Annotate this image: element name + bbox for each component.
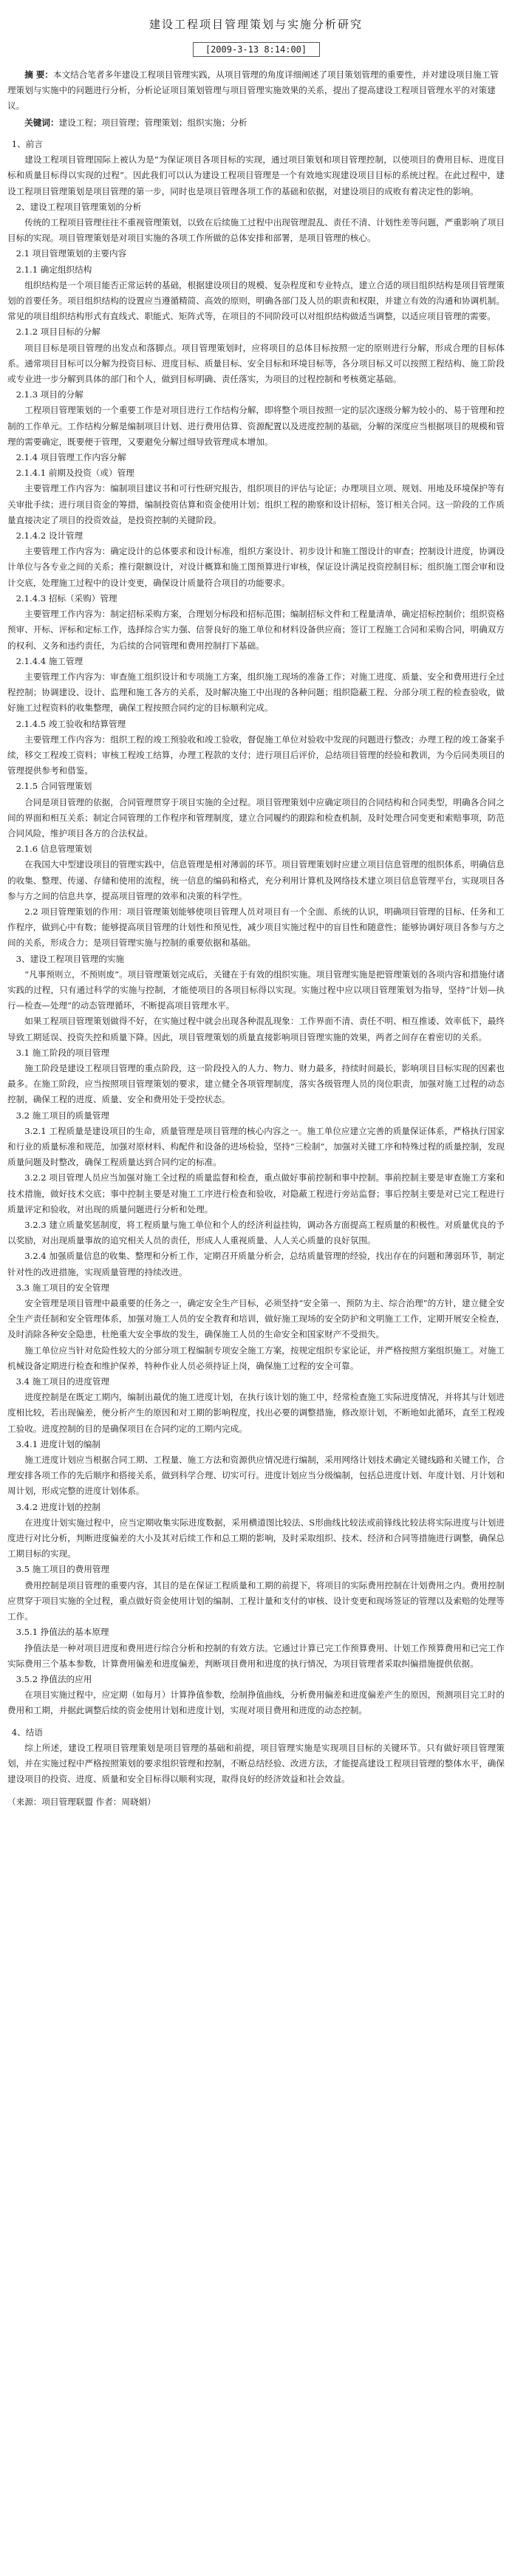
body-paragraph: 3.2.1 工程质量是建设项目的生命，质量管理是项目管理的核心内容之一。施工单位应建立完善的质量保证体系，严格执行国家和行业的质量标准和规范，加强对原材料、构配件和设备的进场检验，坚持“三检制”，加强对关键工序和特殊过程的质量控制，发现质量问题及时整改，确保工程质量达到合同约定的标准。 <box>7 1125 505 1168</box>
body-paragraph: “凡事预则立，不预则废”。项目管理策划完成后，关键在于有效的组织实施。项目管理实施是把管理策划的各项内容和措施付诸实践的过程，只有通过科学的实施与控制，才能使项目的各项目标得以实现。实施过程中应以项目管理策划为指导，坚持“计划—执行—检查—处理”的动态管理循环，不断提高项目管理水平。 <box>7 968 505 1011</box>
body-paragraph: 主要管理工作内容为：审查施工组织设计和专项施工方案，组织施工现场的准备工作；对施工进度、质量、安全和费用进行全过程控制；协调建设、设计、监理和施工各方的关系，及时解决施工中出现的各种问题；组织隐蔽工程、分部分项工程的检查验收，做好施工过程资料的收集整理，确保工程按照合同约定的目标顺利完成。 <box>7 671 505 714</box>
body-paragraph: 在我国大中型建设项目的管理实践中，信息管理是相对薄弱的环节。项目管理策划时应建立项目信息管理的组织体系，明确信息的收集、整理、传递、存储和使用的流程，统一信息的编码和格式，充分利用计算机及网络技术建立项目信息管理平台，实现项目各参与方之间的信息共享，提高项目管理的效率和决策的科学性。 <box>7 859 505 901</box>
section-heading: 2.1.4.5 竣工验收和结算管理 <box>16 718 126 729</box>
body-paragraph: 施工进度计划应当根据合同工期、工程量、施工方法和资源供应情况进行编制，采用网络计划技术确定关键线路和关键工作，合理安排各项工作的先后顺序和搭接关系，做到科学合理、切实可行。进度计划应当分级编制，包括总进度计划、年度计划、月计划和周计划，形成完整的进度计划体系。 <box>7 1455 505 1497</box>
body-paragraph: 主要管理工作内容为：组织工程的竣工预验收和竣工验收，督促施工单位对验收中发现的问题进行整改；办理工程的竣工备案手续，移交工程竣工资料；审核工程竣工结算，办理工程款的支付；进行项目后评价，总结项目管理的经验和教训，为今后同类项目的管理提供参考和借鉴。 <box>7 734 505 776</box>
keywords-label: 关键词： <box>24 117 59 128</box>
article-page <box>7 0 505 2556</box>
abstract <box>7 67 505 114</box>
body-paragraph: 在进度计划实施过程中，应当定期收集实际进度数据，采用横道图比较法、S形曲线比较法或前锋线比较法将实际进度与计划进度进行对比分析，判断进度偏差的大小及其对后续工作和总工期的影响，及时采取组织、技术、经济和合同等措施进行调整，确保总工期目标的实现。 <box>7 1517 505 1559</box>
article-body <box>7 137 505 1787</box>
body-paragraph: 施工单位应当针对危险性较大的分部分项工程编制专项安全施工方案，按规定组织专家论证，并严格按照方案组织施工。对施工机械设备定期进行检查和维护保养，特种作业人员必须持证上岗，确保施工过程的安全可靠。 <box>7 1345 505 1371</box>
body-paragraph: 主要管理工作内容为：确定设计的总体要求和设计标准，组织方案设计、初步设计和施工图设计的审查；控制设计进度，协调设计单位与各专业之间的关系；推行限额设计，对设计概算和施工图预算进行审核，保证设计满足投资控制目标；组织施工图会审和设计交底，处理施工过程中的设计变更，确保设计质量符合项目的功能要求。 <box>7 546 505 588</box>
section-heading: 2.1 项目管理策划的主要内容 <box>16 248 127 259</box>
body-paragraph: 项目目标是项目管理的出发点和落脚点。项目管理策划时，应将项目的总体目标按照一定的原则进行分解，形成合理的目标体系。通常项目目标可以分解为投资目标、进度目标、质量目标、安全目标和环境目标等，各分项目标又可以按照工程结构、施工阶段或专业进一步分解到具体的部门和个人，做到目标明确、责任落实，为项目的过程控制和考核奠定基础。 <box>7 342 505 385</box>
section-heading: 2.1.4.1 前期及投资（或）管理 <box>16 468 134 479</box>
section-heading: 3.3 施工项目的安全管理 <box>16 1282 110 1293</box>
body-paragraph: 合同是项目管理的依据，合同管理贯穿于项目实施的全过程。项目管理策划中应确定项目的合同结构和合同类型，明确各合同之间的界面和相互关系；制定合同管理的工作程序和管理制度，建立合同履约的跟踪和检查机制，及时处理合同变更和索赔事项，防范合同风险，维护项目各方的合法权益。 <box>7 796 505 838</box>
abstract-text: 本文结合笔者多年建设工程项目管理实践，从项目管理的角度详细阐述了项目策划管理的重要性，并对建设项目施工管理策划与实施中的问题进行分析，分析论证项目策划管理与项目管理实施效果的关系，提出了提高建设工程项目管理水平的对策建议。 <box>7 69 499 111</box>
section-heading: 3.2 施工项目的质量管理 <box>16 1110 110 1121</box>
body-paragraph: 2.2 项目管理策划的作用：项目管理策划能够使项目管理人员对项目有一个全面、系统的认识，明确项目管理的目标、任务和工作程序，做到心中有数；能够提高项目管理的计划性和预见性，减少项目实施过程中的盲目性和随意性；能够协调好项目各参与方之间的关系，形成合力；是项目管理实施与控制的重要依据和基础。 <box>7 906 505 949</box>
section-heading: 2.1.4.4 施工管理 <box>16 655 83 666</box>
section-heading: 3.4.2 进度计划的控制 <box>16 1501 100 1512</box>
section-heading: 3.4 施工项目的进度管理 <box>16 1376 110 1387</box>
abstract-label: 摘 要： <box>24 69 54 80</box>
body-paragraph: 主要管理工作内容为：制定招标采购方案，合理划分标段和招标范围；编制招标文件和工程量清单，确定招标控制价；组织资格预审、开标、评标和定标工作，选择综合实力强、信誉良好的施工单位和材料设备供应商；签订工程施工合同和采购合同，明确双方的权利、义务和违约责任，为后续的合同管理和费用控制打下基础。 <box>7 609 505 651</box>
body-paragraph: 如果工程项目管理策划做得不好，在实施过程中就会出现各种混乱现象：工作界面不清、责任不明、相互推诿、效率低下，最终导致工期延误、投资失控和质量下降。因此，项目管理策划的质量直接影响项目管理实施的效果，两者之间存在着密切的关系。 <box>7 1016 505 1042</box>
section-heading: 3.4.1 进度计划的编制 <box>16 1438 100 1449</box>
body-paragraph: 组织结构是一个项目能否正常运转的基础，根据建设项目的规模、复杂程度和专业特点，建立合适的项目组织结构是项目管理策划的首要任务。项目组织结构的设置应当遵循精简、高效的原则，明确各部门及人员的职责和权限，并建立有效的沟通和协调机制。常见的项目组织结构形式有直线式、职能式、矩阵式等，在项目的不同阶段可以对组织结构做适当调整，以适应项目管理的需要。 <box>7 279 505 322</box>
section-heading: 2.1.1 确定组织结构 <box>16 264 92 275</box>
section-heading: 1、前言 <box>11 139 43 149</box>
section-heading: 2.1.3 项目的分解 <box>16 389 83 400</box>
body-paragraph: 综上所述，建设工程项目管理策划是项目管理的基础和前提，项目管理实施是实现项目目标的关键环节。只有做好项目管理策划，并在实施过程中严格按照策划的要求组织管理和控制，不断总结经验、改进方法，才能提高建设工程项目管理的整体水平，确保建设项目的投资、进度、质量和安全目标得以顺利实现，取得良好的经济效益和社会效益。 <box>7 1742 505 1785</box>
body-paragraph: 在项目实施过程中，应定期（如每月）计算挣值参数，绘制挣值曲线，分析费用偏差和进度偏差产生的原因，预测项目完工时的费用和工期，并据此调整后续的资金使用计划和进度计划，实现对项目费用和进度的动态控制。 <box>7 1690 505 1716</box>
section-heading: 3、建设工程项目管理的实施 <box>16 953 125 964</box>
section-heading: 2.1.4 项目管理工作内容分解 <box>16 452 126 463</box>
publish-date-stamp: [2009-3-13 8:14:00] <box>193 42 320 57</box>
section-heading: 2、建设工程项目管理策划的分析 <box>16 201 142 212</box>
section-heading: 3.5.1 挣值法的基本原理 <box>16 1627 109 1638</box>
section-heading: 2.1.6 信息管理策划 <box>16 844 92 855</box>
body-paragraph: 3.2.4 加强质量信息的收集、整理和分析工作，定期召开质量分析会，总结质量管理的经验，找出存在的问题和薄弱环节，制定针对性的改进措施，实现质量管理的持续改进。 <box>7 1251 505 1277</box>
body-paragraph: 3.2.3 建立质量奖惩制度，将工程质量与施工单位和个人的经济利益挂钩，调动各方面提高工程质量的积极性。对质量优良的予以奖励，对出现质量事故的追究相关人员的责任，形成人人重视质量、人人关心质量的良好氛围。 <box>7 1220 505 1246</box>
keywords-text: 建设工程；项目管理；管理策划；组织实施；分析 <box>58 117 248 128</box>
body-paragraph: 安全管理是项目管理中最重要的任务之一，确定安全生产目标，必须坚持“安全第一、预防为主、综合治理”的方针，建立健全安全生产责任制和安全管理体系，加强对施工人员的安全教育和培训，做好施工现场的安全防护和文明施工工作，定期开展安全检查，及时消除各种安全隐患，杜绝重大安全事故的发生，确保施工人员的生命安全和国家财产不受损失。 <box>7 1298 505 1340</box>
body-paragraph: 建设工程项目管理国际上被认为是“为保证项目各项目标的实现，通过项目策划和项目管理控制，以使项目的费用目标、进度目标和质量目标得以实现的过程”。因此我们可以认为建设工程项目管理是一个有效地实现建设项目目标的系统过程。在此过程中，建设工程项目管理策划是项目管理的第一步，同时也是项目管理各项工作的基础和依据，对建设项目的成败有着决定性的影响。 <box>7 154 505 197</box>
section-heading: 4、结语 <box>11 1726 43 1738</box>
section-heading: 3.1 施工阶段的项目管理 <box>16 1047 110 1058</box>
body-paragraph: 施工阶段是建设工程项目管理的重点阶段，这一阶段投入的人力、物力、财力最多，持续时间最长，影响项目目标实现的因素也最多。在施工阶段，应当按照项目管理策划的要求，建立健全各项管理制度，落实各级管理人员的岗位职责，加强对施工过程的动态控制，确保工程的进度、质量、安全和费用处于受控状态。 <box>7 1062 505 1105</box>
section-heading: 3.5 施工项目的费用管理 <box>16 1564 110 1575</box>
article-source: （来源：项目管理联盟 作者：周晓娟） <box>7 1797 156 1808</box>
body-paragraph: 进度控制是在既定工期内，编制出最优的施工进度计划，在执行该计划的施工中，经常检查施工实际进度情况，并将其与计划进度相比较，若出现偏差，便分析产生的原因和对工期的影响程度，找出必要的调整措施，修改原计划，不断地如此循环，直至工程竣工验收。进度控制的目的是确保项目在合同约定的工期内完成。 <box>7 1392 505 1434</box>
article-title: 建设工程项目管理策划与实施分析研究 <box>149 18 363 31</box>
body-paragraph: 主要管理工作内容为：编制项目建议书和可行性研究报告，组织项目的评估与论证；办理项目立项、规划、用地及环境保护等有关审批手续；进行项目资金的筹措，编制投资估算和资金使用计划；组织工程的勘察和设计招标，签订相关合同。这一阶段的工作质量直接决定了项目的投资效益，是投资控制的关键阶段。 <box>7 483 505 525</box>
body-paragraph: 传统的工程项目管理往往不重视管理策划，以致在后续施工过程中出现管理混乱、责任不清、计划性差等问题，严重影响了项目目标的实现。项目管理策划是对项目实施的各项工作所做的总体安排和部署，是项目管理的核心。 <box>7 217 505 244</box>
section-heading: 3.5.2 挣值法的应用 <box>16 1673 92 1684</box>
keywords <box>7 115 505 131</box>
body-paragraph: 挣值法是一种对项目进度和费用进行综合分析和控制的有效方法。它通过计算已完工作预算费用、计划工作预算费用和已完工作实际费用三个基本参数，计算费用偏差和进度偏差，判断项目费用和进度的执行情况，为项目管理者采取纠偏措施提供依据。 <box>7 1642 505 1669</box>
section-heading: 2.1.4.3 招标（采购）管理 <box>16 592 117 604</box>
section-heading: 2.1.5 合同管理策划 <box>16 781 92 792</box>
body-paragraph: 工程项目管理策划的一个重要工作是对项目进行工作结构分解，即将整个项目按照一定的层次逐级分解为较小的、易于管理和控制的工作单元。工作结构分解是编制项目计划、进行费用估算、资源配置以及进度控制的基础，分解的深度应当根据项目的规模和管理的需要确定，既要便于管理，又要避免分解过细导致管理成本增加。 <box>7 405 505 447</box>
body-paragraph: 费用控制是项目管理的重要内容，其目的是在保证工程质量和工期的前提下，将项目的实际费用控制在计划费用之内。费用控制应贯穿于项目实施的全过程，重点做好资金使用计划的编制、工程计量和支付的审核、设计变更和现场签证的管理以及索赔的处理等工作。 <box>7 1579 505 1622</box>
section-heading: 2.1.4.2 设计管理 <box>16 530 83 541</box>
body-paragraph: 3.2.2 项目管理人员应当加强对施工全过程的质量监督和检查，重点做好事前控制和事中控制。事前控制主要是审查施工方案和技术措施，做好技术交底；事中控制主要是对施工工序进行检查和验收，对隐蔽工程进行旁站监督；事后控制主要是对已完工程进行质量评定和验收，对出现的质量问题进行分析和处理。 <box>7 1172 505 1214</box>
section-heading: 2.1.2 项目目标的分解 <box>16 327 100 338</box>
